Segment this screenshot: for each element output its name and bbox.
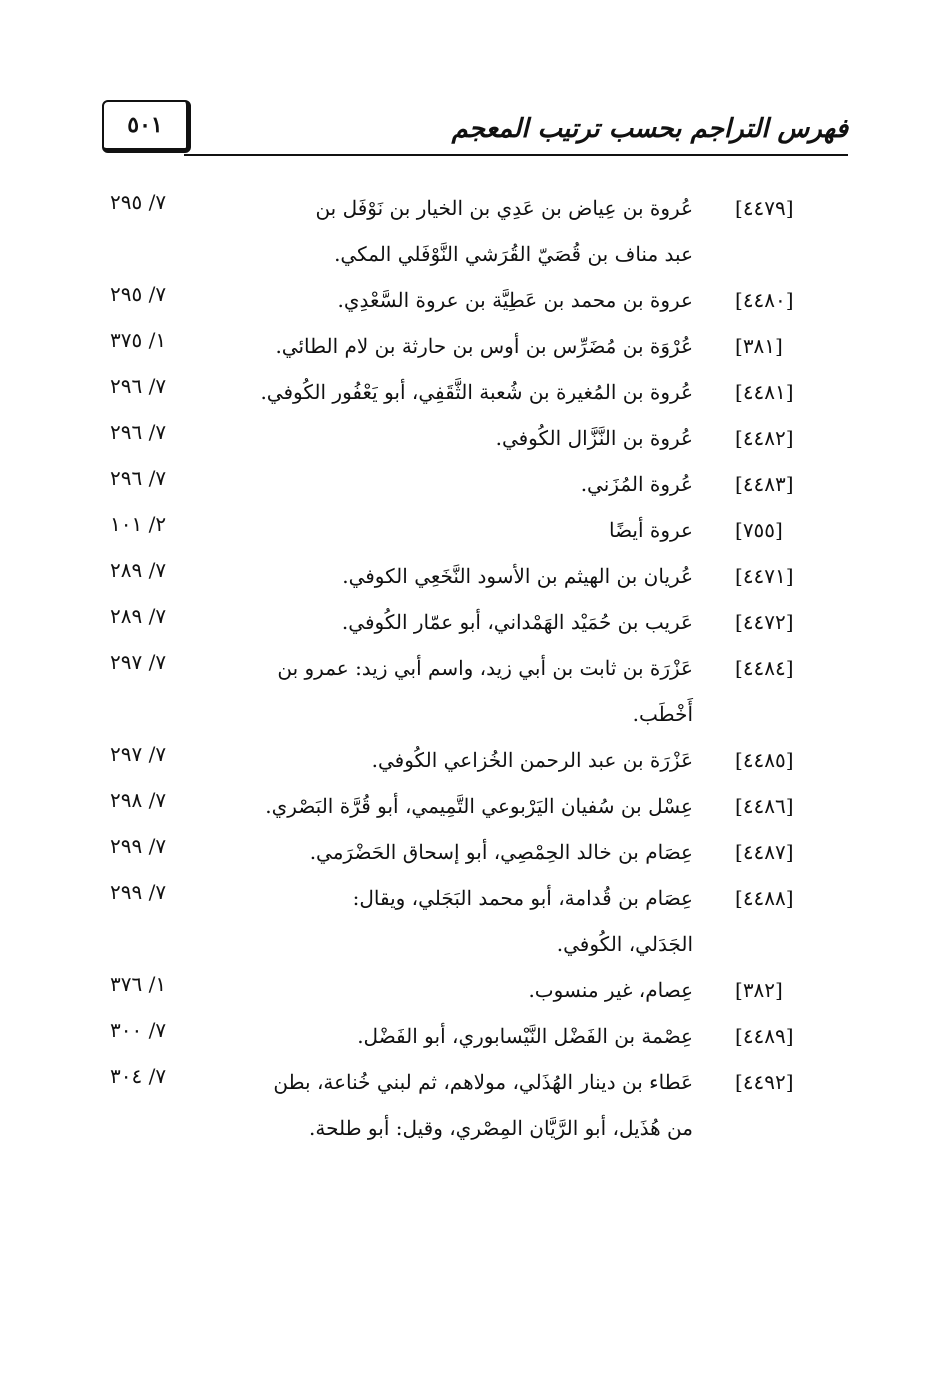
index-entry xyxy=(0,558,945,604)
entry-line xyxy=(0,328,945,374)
entry-number: [٤٤٨٠] xyxy=(735,288,794,312)
entry-name-text: عَطاء بن دينار الهُذَلي، مولاهم، ثم لبني خُناعة، بطن xyxy=(273,1070,693,1094)
entry-line xyxy=(0,788,945,834)
volume-page-reference: ٧/ ٣٠٤ xyxy=(110,1064,167,1088)
page-number: ٥٠١ xyxy=(127,112,163,138)
entry-number: [٤٤٨٩] xyxy=(735,1024,794,1048)
entry-name-text: أَخْطَب. xyxy=(632,702,693,726)
header-rule xyxy=(184,154,848,156)
volume-page-reference: ٧/ ٢٨٩ xyxy=(110,604,167,628)
entry-line xyxy=(0,880,945,926)
entry-name-text: من هُذَيل، أبو الرَّيَّان المِصْري، وقيل: أبو طلحة. xyxy=(309,1116,693,1140)
entry-continuation-line xyxy=(0,926,945,972)
volume-page-reference: ٢/ ١٠١ xyxy=(110,512,167,536)
index-entry xyxy=(0,742,945,788)
entry-name-text: عُروة المُزَني. xyxy=(580,472,693,496)
entry-line xyxy=(0,282,945,328)
entry-name-text: عُروة بن النَّزَّال الكُوفي. xyxy=(495,426,693,450)
volume-page-reference: ٧/ ٢٩٨ xyxy=(110,788,167,812)
page-header xyxy=(102,100,848,158)
index-entry xyxy=(0,788,945,834)
index-entry xyxy=(0,604,945,650)
index-entry xyxy=(0,972,945,1018)
entry-line xyxy=(0,466,945,512)
volume-page-reference: ٧/ ٣٠٠ xyxy=(110,1018,167,1042)
entry-name-text: عُروة بن عِياض بن عَدِي بن الخيار بن نَوْفَل بن xyxy=(315,196,693,220)
volume-page-reference: ٧/ ٢٩٥ xyxy=(110,282,167,306)
volume-page-reference: ٧/ ٢٩٩ xyxy=(110,834,167,858)
volume-page-reference: ٧/ ٢٩٧ xyxy=(110,650,167,674)
entry-line xyxy=(0,1064,945,1110)
entry-number: [٤٤٨١] xyxy=(735,380,794,404)
index-entry xyxy=(0,466,945,512)
volume-page-reference: ٧/ ٢٩٧ xyxy=(110,742,167,766)
entry-continuation-line xyxy=(0,696,945,742)
entry-name-text: عِصام، غير منسوب. xyxy=(528,978,693,1002)
entry-name-text: عَزْرَة بن عبد الرحمن الخُزاعي الكُوفي. xyxy=(371,748,693,772)
index-entry xyxy=(0,650,945,742)
index-entry xyxy=(0,328,945,374)
entry-name-text: عبد مناف بن قُصَيّ القُرَشي النَّوْفَلي المكي. xyxy=(334,242,693,266)
entry-number: [٧٥٥] xyxy=(735,518,783,542)
entry-number: [٤٤٨٣] xyxy=(735,472,794,496)
entry-number: [٤٤٨٥] xyxy=(735,748,794,772)
entry-number: [٤٤٨٦] xyxy=(735,794,794,818)
entry-name-text: عُرْوَة بن مُضَرِّس بن أوس بن حارثة بن لام الطائي. xyxy=(275,334,693,358)
entry-line xyxy=(0,374,945,420)
entry-name-text: عُروة بن المُغيرة بن شُعبة الثَّقَفِي، أبو يَعْفُور الكُوفي. xyxy=(260,380,693,404)
entry-name-text: عَزْرَة بن ثابت بن أبي زيد، واسم أبي زيد: عمرو بن xyxy=(277,656,693,680)
entry-line xyxy=(0,420,945,466)
entry-number: [٤٤٨٧] xyxy=(735,840,794,864)
entry-line xyxy=(0,604,945,650)
volume-page-reference: ٧/ ٢٩٦ xyxy=(110,466,167,490)
index-entry xyxy=(0,190,945,282)
entry-line xyxy=(0,650,945,696)
entry-name-text: عُريان بن الهيثم بن الأسود النَّخَعِي الكوفي. xyxy=(342,564,693,588)
entry-number: [٤٤٧٩] xyxy=(735,196,794,220)
entry-name-text: الجَدَلي، الكُوفي. xyxy=(556,932,693,956)
entry-name-text: عروة بن محمد بن عَطِيَّة بن عروة السَّعْدِي. xyxy=(337,288,693,312)
index-entry xyxy=(0,420,945,466)
entry-line xyxy=(0,512,945,558)
volume-page-reference: ٧/ ٢٩٦ xyxy=(110,374,167,398)
volume-page-reference: ٧/ ٢٩٩ xyxy=(110,880,167,904)
entry-line xyxy=(0,972,945,1018)
entry-number: [٣٨٢] xyxy=(735,978,783,1002)
volume-page-reference: ٧/ ٢٩٥ xyxy=(110,190,167,214)
index-entry xyxy=(0,374,945,420)
entry-name-text: عروة أيضًا xyxy=(608,518,693,542)
entry-number: [٤٤٨٢] xyxy=(735,426,794,450)
entry-name-text: عَريب بن حُمَيْد الهَمْداني، أبو عمّار الكُوفي. xyxy=(341,610,693,634)
entry-number: [٣٨١] xyxy=(735,334,783,358)
volume-page-reference: ٧/ ٢٨٩ xyxy=(110,558,167,582)
entry-number: [٤٤٧٢] xyxy=(735,610,794,634)
entry-number: [٤٤٨٤] xyxy=(735,656,794,680)
entry-line xyxy=(0,190,945,236)
entry-continuation-line xyxy=(0,1110,945,1156)
entry-number: [٤٤٨٨] xyxy=(735,886,794,910)
entry-number: [٤٤٧١] xyxy=(735,564,794,588)
entry-name-text: عِصَام بن خالد الحِمْصِي، أبو إسحاق الحَضْرَمي. xyxy=(309,840,693,864)
entry-line xyxy=(0,834,945,880)
page-number-box xyxy=(102,100,191,153)
entry-name-text: عِصْمة بن الفَضْل النَّيْسابوري، أبو الفَضْل. xyxy=(357,1024,693,1048)
entry-name-text: عِسْل بن سُفيان اليَرْبوعي التَّمِيمي، أبو قُرَّة البَصْري. xyxy=(265,794,693,818)
index-entry xyxy=(0,834,945,880)
entry-line xyxy=(0,1018,945,1064)
entry-number: [٤٤٩٢] xyxy=(735,1070,794,1094)
entry-line xyxy=(0,558,945,604)
volume-page-reference: ٧/ ٢٩٦ xyxy=(110,420,167,444)
volume-page-reference: ١/ ٣٧٦ xyxy=(110,972,167,996)
running-title: فهرس التراجم بحسب ترتيب المعجم xyxy=(451,114,848,144)
entry-continuation-line xyxy=(0,236,945,282)
index-entry xyxy=(0,512,945,558)
index-entry xyxy=(0,1064,945,1156)
index-entry xyxy=(0,1018,945,1064)
volume-page-reference: ١/ ٣٧٥ xyxy=(110,328,167,352)
entry-line xyxy=(0,742,945,788)
index-entry xyxy=(0,282,945,328)
index-entry xyxy=(0,880,945,972)
index-entries xyxy=(0,190,945,1156)
entry-name-text: عِصَام بن قُدامة، أبو محمد البَجَلي، ويقال: xyxy=(352,886,693,910)
